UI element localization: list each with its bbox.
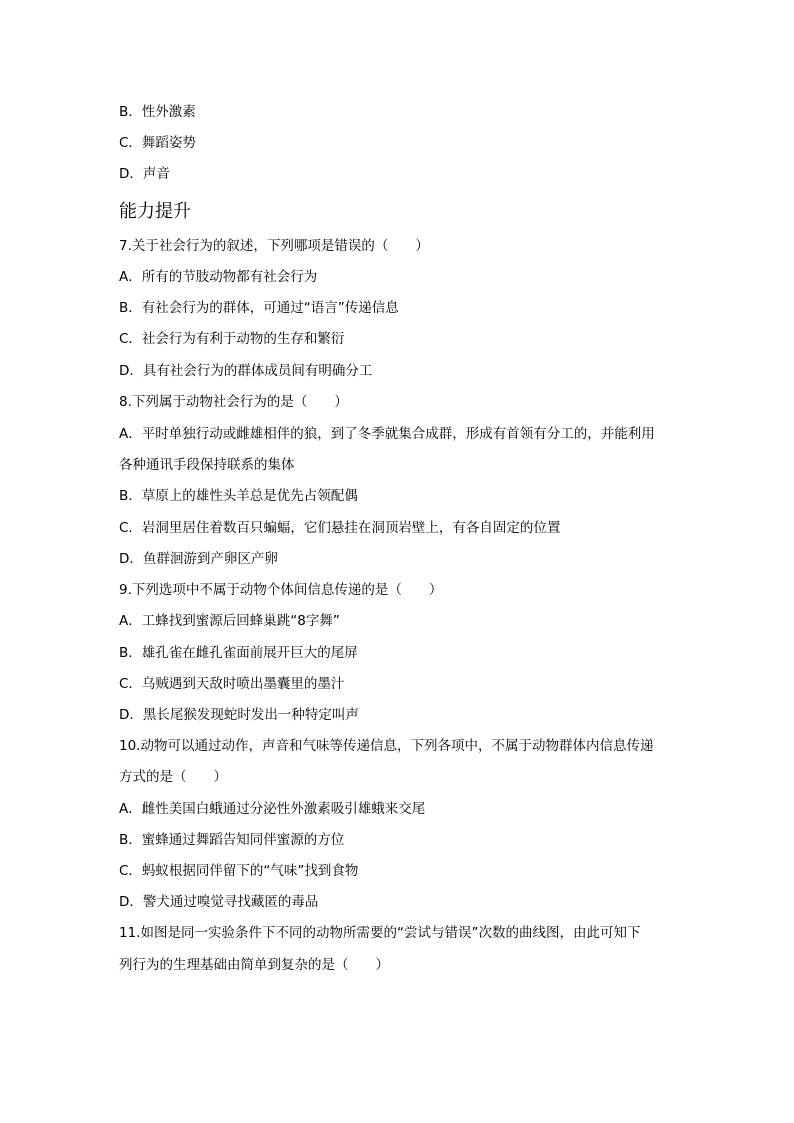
question-8: 8.下列属于动物社会行为的是（ ） <box>119 394 348 410</box>
option-8d: D．鱼群洄游到产卵区产卵 <box>119 551 278 567</box>
option-9a: A．工蜂找到蜜源后回蜂巢跳“8字舞” <box>119 613 340 629</box>
question-10-continued: 方式的是（ ） <box>119 769 227 785</box>
option-8a-continued: 各种通讯手段保持联系的集体 <box>119 457 295 473</box>
option-9c: C．乌贼遇到天敌时喷出墨囊里的墨汁 <box>119 676 345 692</box>
option-7c: C．社会行为有利于动物的生存和繁衍 <box>119 331 345 347</box>
question-11: 11.如图是同一实验条件下不同的动物所需要的“尝试与错误”次数的曲线图，由此可知下 <box>119 925 641 941</box>
option-6b: B．性外激素 <box>119 104 196 120</box>
option-7a: A．所有的节肢动物都有社会行为 <box>119 269 318 285</box>
option-9d: D．黑长尾猴发现蛇时发出一种特定叫声 <box>119 707 359 723</box>
question-7: 7.关于社会行为的叙述，下列哪项是错误的（ ） <box>119 238 429 254</box>
option-8c: C．岩洞里居住着数百只蝙蝠，它们悬挂在洞顶岩壁上，有各自固定的位置 <box>119 520 561 536</box>
option-9b: B．雄孔雀在雌孔雀面前展开巨大的尾屏 <box>119 645 358 661</box>
option-10c: C．蚂蚁根据同伴留下的“气味”找到食物 <box>119 863 359 879</box>
section-heading: 能力提升 <box>119 201 191 222</box>
option-10a: A．雌性美国白蛾通过分泌性外激素吸引雄蛾来交尾 <box>119 801 426 817</box>
option-6d: D．声音 <box>119 166 170 182</box>
option-10b: B．蜜蜂通过舞蹈告知同伴蜜源的方位 <box>119 832 345 848</box>
option-6c: C．舞蹈姿势 <box>119 135 196 151</box>
option-8b: B．草原上的雄性头羊总是优先占领配偶 <box>119 488 358 504</box>
option-10d: D．警犬通过嗅觉寻找藏匿的毒品 <box>119 894 319 910</box>
option-7b: B．有社会行为的群体，可通过“语言”传递信息 <box>119 300 399 316</box>
question-9: 9.下列选项中不属于动物个体间信息传递的是（ ） <box>119 582 443 598</box>
question-10: 10.动物可以通过动作，声音和气味等传递信息，下列各项中，不属于动物群体内信息传递 <box>119 738 654 754</box>
option-7d: D．具有社会行为的群体成员间有明确分工 <box>119 363 373 379</box>
question-11-continued: 列行为的生理基础由简单到复杂的是（ ） <box>119 957 389 973</box>
option-8a: A．平时单独行动或雌雄相伴的狼，到了冬季就集合成群，形成有首领有分工的，并能利用 <box>119 426 655 442</box>
